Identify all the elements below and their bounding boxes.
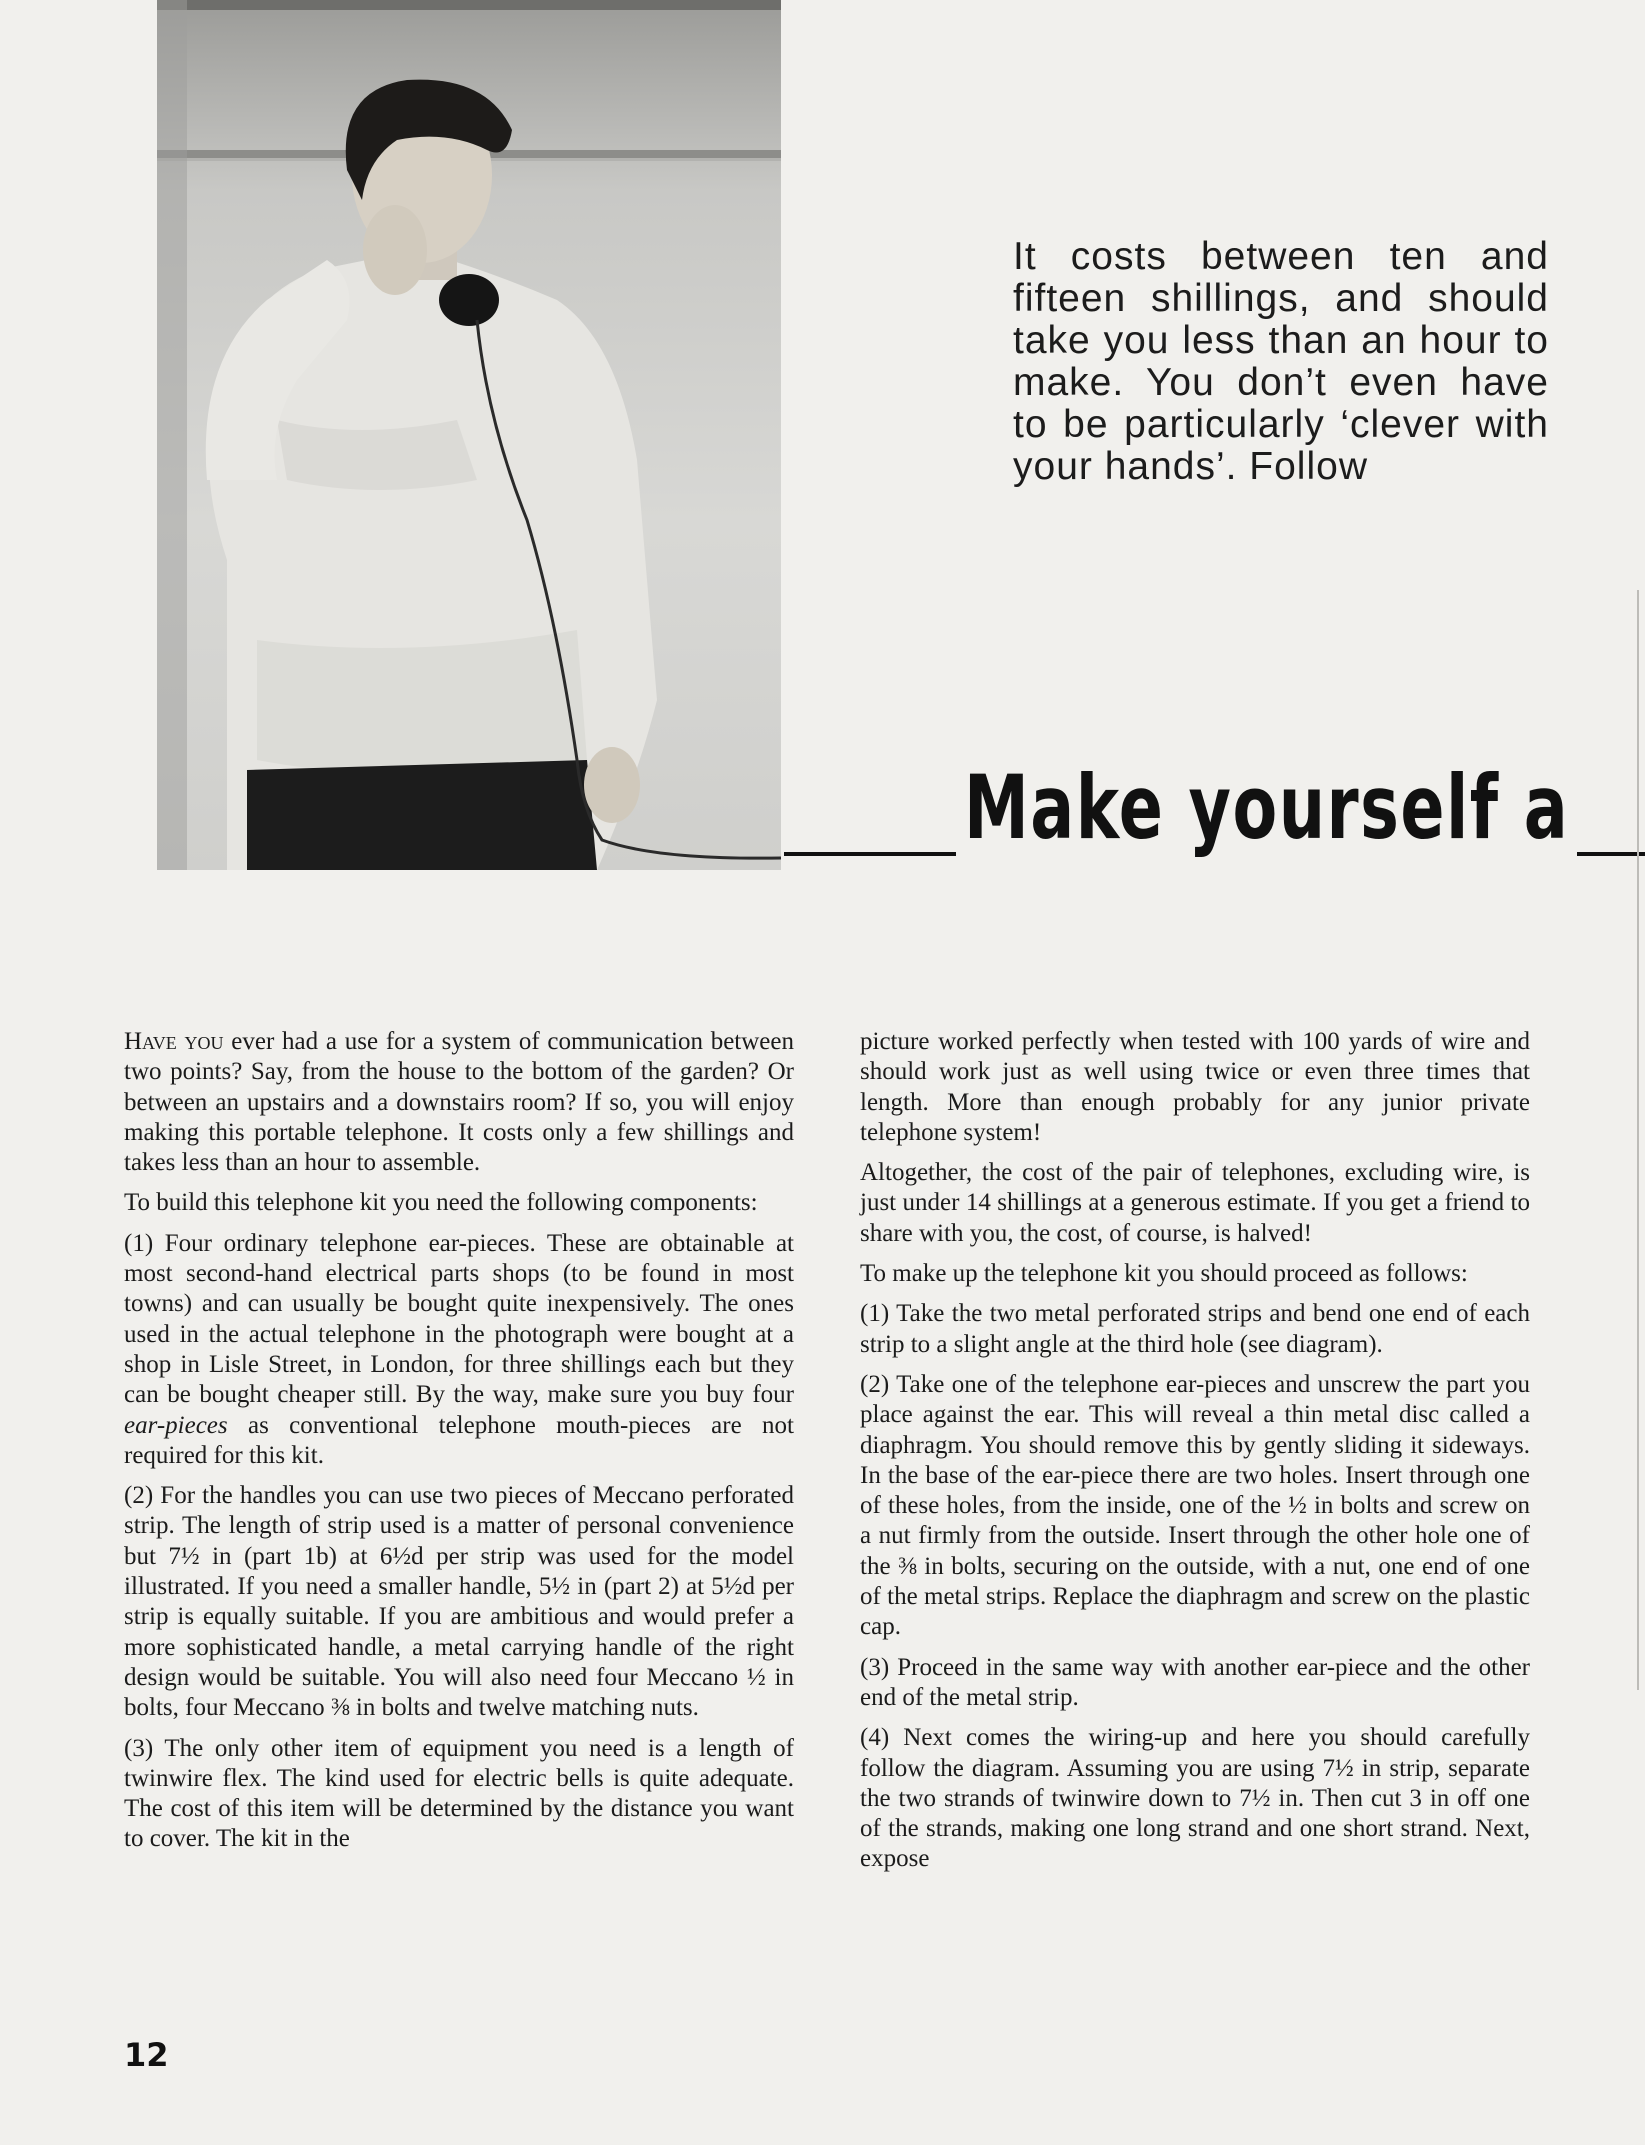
- paragraph: (1) Take the two metal perforated strips and bend one end of each strip to a slight angle at the third hole (see diagram).: [860, 1300, 1530, 1358]
- paragraph-text: as conventional telephone mouth-pieces are not required for this kit.: [124, 1411, 794, 1469]
- headline: Make yourself a: [964, 756, 1570, 859]
- page-number: 12: [124, 2036, 169, 2074]
- headline-row: [784, 752, 1645, 882]
- headline-rule-right: [1577, 852, 1645, 856]
- paragraph: picture worked perfectly when tested with 100 yards of wire and should work just as well using twice or even three times that length. More than enough probably for any junior private telephone system!: [860, 1028, 1530, 1146]
- headline-rule-left: [784, 852, 956, 856]
- paragraph: (4) Next comes the wiring-up and here you should carefully follow the diagram. Assuming you are using 7½ in strip, separate the two strands of twinwire down to 7½ in. Then cut 3 in off one of the strands, making one long strand and one short strand. Next, expose: [860, 1724, 1530, 1873]
- paragraph-text: (1) Four ordinary telephone ear-pieces. These are obtainable at most second-hand electrical parts shops (to be found in most towns) and can usually be bought quite inexpensively. The ones used in the actual telephone in the photograph were bought at a shop in Lisle Street, in London, for three shillings each but they can be bought cheaper still. By the way, make sure you buy four: [124, 1229, 794, 1409]
- paragraph: (3) The only other item of equipment you need is a length of twinwire flex. The kind used for electric bells is quite adequate. The cost of this item will be determined by the distance you want to cover. The kit in the: [124, 1734, 794, 1853]
- photo-boy-on-telephone-icon: [157, 0, 781, 870]
- article-column-right: [860, 1027, 1530, 1885]
- article-column-left: [124, 1027, 794, 1865]
- telephone-photo: [157, 0, 781, 870]
- paragraph: To build this telephone kit you need the following components:: [124, 1189, 758, 1217]
- paragraph-text: ever had a use for a system of communication between two points? Say, from the house to the bottom of the garden? Or between an upstairs and a downstairs room? If so, you will enjoy making this portable telephone. It costs only a few shillings and takes less than an hour to assemble.: [124, 1028, 795, 1177]
- paragraph: [124, 1027, 794, 1178]
- page-edge-shadow: [1637, 590, 1639, 1690]
- lead-in-smallcaps: Have you: [124, 1028, 224, 1055]
- paragraph: (2) For the handles you can use two pieces of Meccano perforated strip. The length of strip used is a matter of personal convenience but 7½ in (part 1b) at 6½d per strip was used for the model illustrated. If you need a smaller handle, 5½ in (part 2) at 5½d per strip is equally suitable. If you are ambitious and would prefer a more sophisticated handle, a metal carrying handle of the right design would be suitable. You will also need four Meccano ½ in bolts, four Meccano ⅜ in bolts and twelve matching nuts.: [124, 1482, 794, 1722]
- paragraph: (2) Take one of the telephone ear-pieces and unscrew the part you place against the ear. This will reveal a thin metal disc called a diaphragm. You should remove this by gently sliding it sideways. In the base of the ear-piece there are two holes. Insert through one of these holes, from the inside, one of the ½ in bolts and screw on a nut firmly from the outside. Insert through the other hole one of the ⅜ in bolts, securing on the outside, with a nut, one end of one of the metal strips. Replace the diaphragm and screw on the plastic cap.: [860, 1370, 1530, 1641]
- intro-blurb: It costs between ten and fifteen shillings, and should take you less than an hour to make. You don’t even have to be particularly ‘clever with your hands’. Follow: [1013, 235, 1549, 488]
- paragraph: Altogether, the cost of the pair of telephones, excluding wire, is just under 14 shillings at a generous estimate. If you get a friend to share with you, the cost, of course, is halved!: [860, 1159, 1530, 1247]
- paragraph: (3) Proceed in the same way with another ear-piece and the other end of the metal strip.: [860, 1653, 1530, 1711]
- paragraph: To make up the telephone kit you should proceed as follows:: [860, 1260, 1468, 1288]
- paragraph: [124, 1229, 794, 1471]
- emphasis-text: ear-pieces: [124, 1411, 228, 1439]
